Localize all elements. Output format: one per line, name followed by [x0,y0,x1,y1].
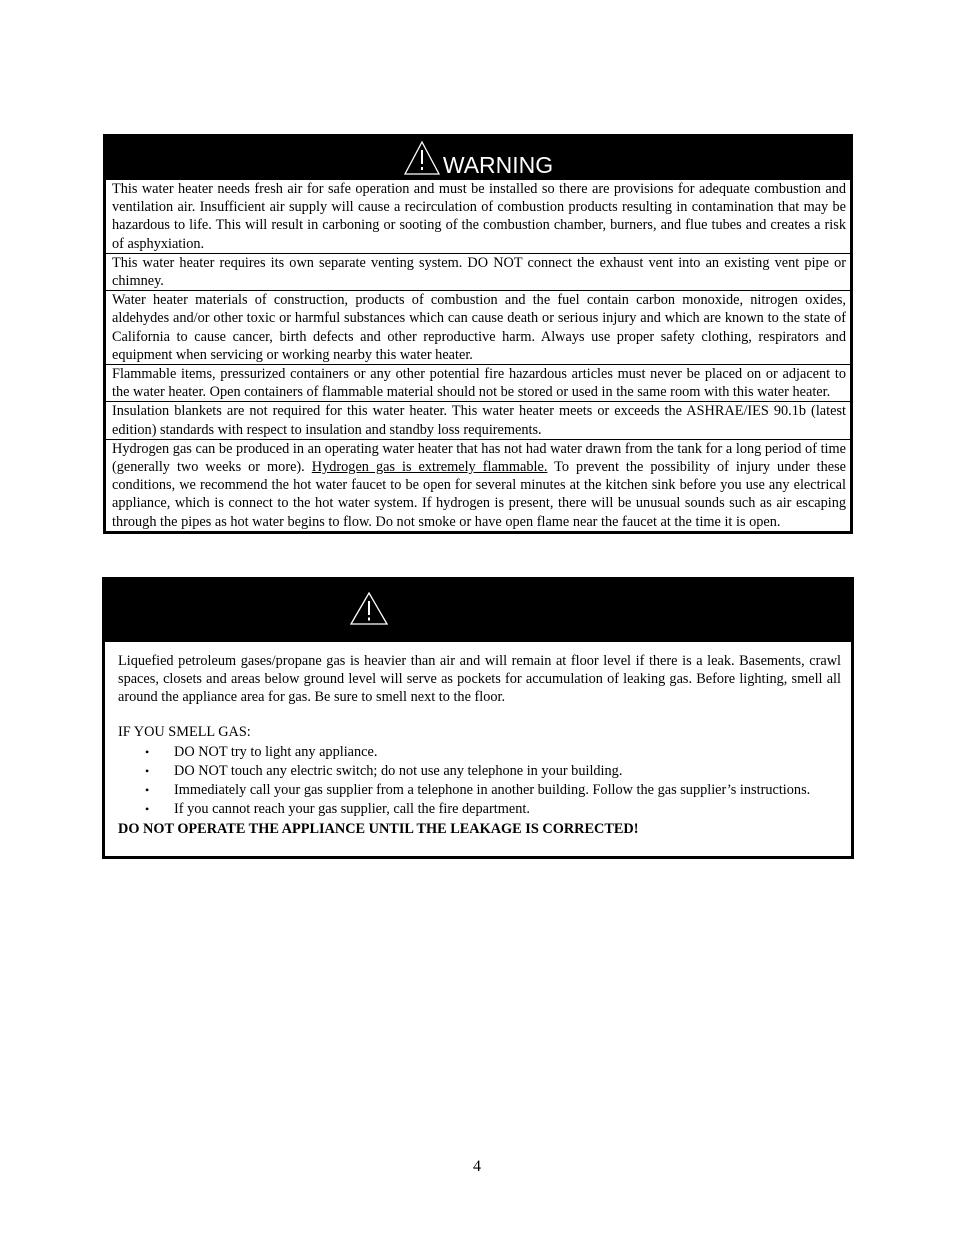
lp-gas-intro: Liquefied petroleum gases/propane gas is heavier than air and will remain at floor level if there is a leak. Basements, crawl spaces, closets and areas below ground level will serve as pockets for accumulation of leaking gas. Before lighting, smell all around the appliance area for gas. Be sure to smell next to the floor. [118,653,841,706]
list-item: • DO NOT touch any electric switch; do not use any telephone in your building. [145,763,623,780]
warning-row-fresh-air: This water heater needs fresh air for safe operation and must be installed so there are provisions for adequate combustion and ventilation air. Insufficient air supply will cause a recirculation of combustion products resulting in contamination that may be hazardous to life. This will result in carboning or sooting of the combustion chamber, burners, and flue tubes and creates a risk of asphyxiation. [106,179,850,253]
page-number: 4 [473,1158,481,1175]
list-item: • If you cannot reach your gas supplier, call the fire department. [145,801,530,818]
warning-header [106,134,850,179]
gas-warning-header [105,580,851,642]
warning-row-materials: Water heater materials of construction, products of combustion and the fuel contain carbon monoxide, nitrogen oxides, aldehydes and/or other toxic or harmful substances which can cause death or serious injury and which are known to the state of California to cause cancer, birth defects and other reproductive harm. Always use proper safety clothing, respirators and equipment when servicing or working nearby this water heater. [106,290,850,364]
warning-triangle-icon [403,140,441,176]
bullet-icon: • [145,783,150,798]
smell-gas-list [118,743,841,819]
gas-warning-body [105,642,851,838]
list-item: • Immediately call your gas supplier from a telephone in another building. Follow the gas supplier’s instructions. [145,782,811,799]
warning-row-venting: This water heater requires its own separate venting system. DO NOT connect the exhaust vent into an existing vent pipe or chimney. [106,253,850,290]
warning-triangle-icon [350,592,388,626]
bullet-icon: • [145,764,150,779]
hydrogen-text-after: To prevent the possibility of injury under these conditions, we recommend the hot water faucet to be open for several minutes at the kitchen sink before you use any electrical appliance, which is connect to the hot water system. If hydrogen is present, there will be unusual sounds such as air escaping through the pipes as hot water begins to flow. Do not smoke or have open flame near the faucet at the time it is open. [112,459,846,530]
list-item: • DO NOT try to light any appliance. [145,743,378,760]
warning-row-flammable: Flammable items, pressurized containers or any other potential fire hazardous articles must never be placed on or adjacent to the water heater. Open containers of flammable material should not be stored or used in the same room with this water heater. [106,364,850,401]
smell-gas-heading: IF YOU SMELL GAS: [118,723,251,740]
bullet-icon: • [145,802,150,817]
hydrogen-flammable-underlined: Hydrogen gas is extremely flammable. [311,459,548,476]
hydrogen-text-before: Hydrogen gas can be produced in an operating water heater that has not had water drawn from the tank for a long period of time (generally two weeks or more). [112,440,846,476]
do-not-operate-notice: DO NOT OPERATE THE APPLIANCE UNTIL THE LEAKAGE IS CORRECTED! [118,820,639,837]
warning-box [103,134,853,534]
warning-row-insulation: Insulation blankets are not required for this water heater. This water heater meets or exceeds the ASHRAE/IES 90.1b (latest edition) standards with respect to insulation and standby loss requirements. [106,401,850,438]
gas-warning-box [102,577,854,859]
warning-row-hydrogen [106,439,850,531]
warning-title: WARNING [442,152,554,178]
bullet-icon: • [145,744,150,759]
